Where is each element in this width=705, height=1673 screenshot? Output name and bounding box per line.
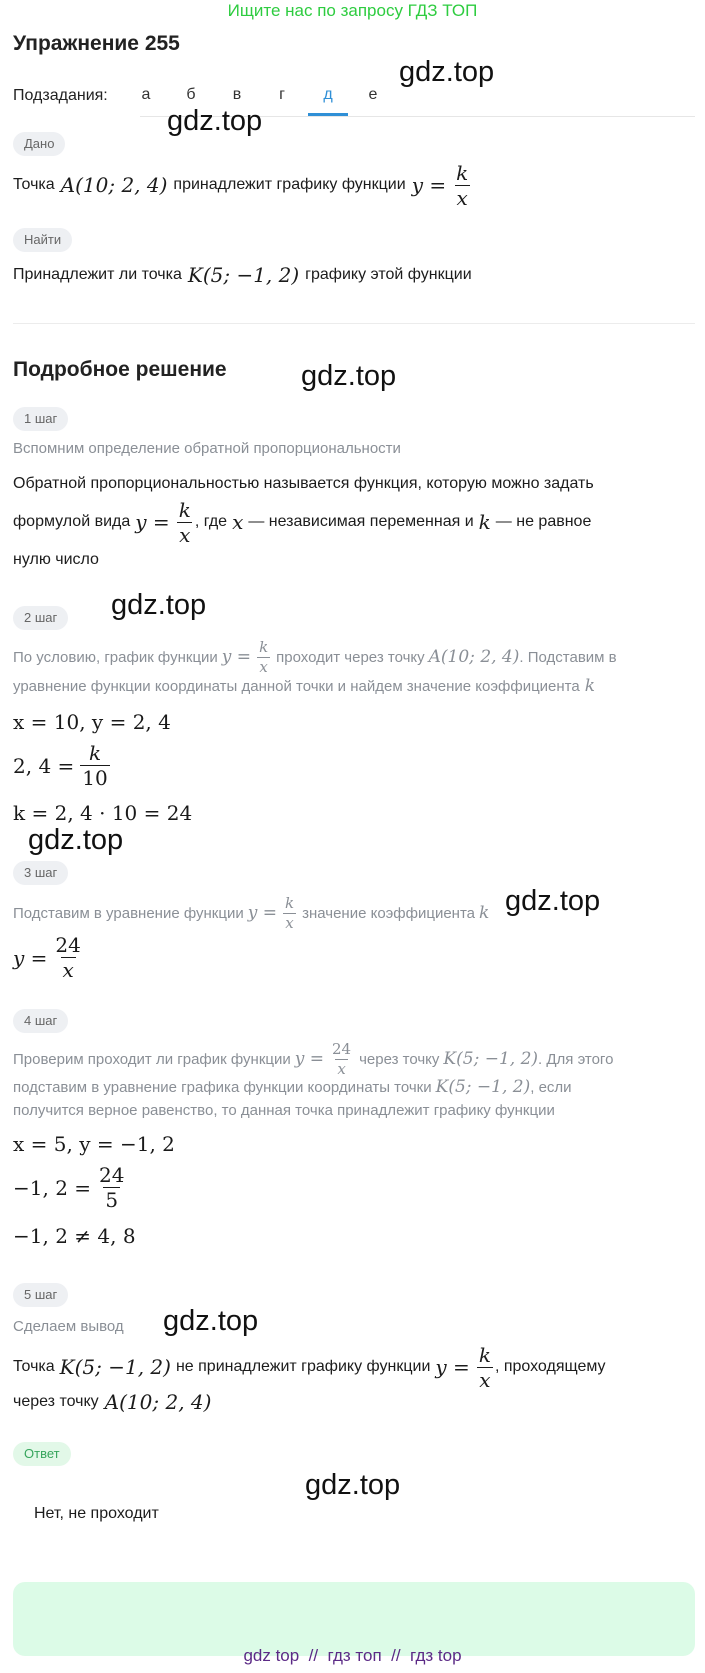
- fraction-k-over-x: $\frac{k}{x}$: [456, 160, 469, 210]
- given-text: Точка A(10; 2, 4) принадлежит графику функции y = $\frac{k}{x}$: [13, 160, 469, 210]
- step-3-eq: y = $\frac{24}{x}$: [13, 933, 81, 982]
- step-1-hint: Вспомним определение обратной пропорциональности: [13, 440, 401, 457]
- step-4-eq-1: x = 5, y = −1, 2: [13, 1132, 175, 1156]
- step-3-hint: Подставим в уравнение функции y = $\frac{k}{x}$ значение коэффициента k: [13, 894, 490, 932]
- step-1-chip: 1 шаг: [13, 407, 68, 431]
- step-2-eq-1: x = 10, y = 2, 4: [13, 710, 171, 734]
- tab-a[interactable]: а: [141, 86, 151, 103]
- step-2-hint-2: уравнение функции координаты данной точки и найдем значение коэффициента k: [13, 676, 596, 696]
- step-4-hint-1: Проверим проходит ли график функции y = $\frac{24}{x}$ через точку K(5; −1, 2) . Для этого: [13, 1040, 614, 1078]
- tab-d[interactable]: д: [308, 86, 348, 116]
- tab-v[interactable]: в: [232, 86, 242, 103]
- solution-title: Подробное решение: [13, 358, 227, 381]
- tab-e[interactable]: е: [368, 86, 378, 103]
- step-2-chip: 2 шаг: [13, 606, 68, 630]
- answer-text: Нет, не проходит: [34, 1505, 159, 1522]
- step-4-hint-2: подставим в уравнение графика функции координаты точки K(5; −1, 2) , если: [13, 1077, 572, 1097]
- given-chip: Дано: [13, 132, 65, 156]
- watermark: gdz.top: [28, 824, 124, 856]
- step-1-line-1: Обратной пропорциональностью называется функция, которую можно задать: [13, 475, 594, 492]
- step-4-chip: 4 шаг: [13, 1009, 68, 1033]
- step-1-line-3: нулю число: [13, 551, 99, 568]
- watermark: gdz.top: [163, 1305, 259, 1337]
- point-a: A(10; 2, 4): [60, 173, 168, 197]
- watermark: gdz.top: [399, 56, 495, 88]
- step-2-eq-3: k = 2, 4 · 10 = 24: [13, 801, 193, 825]
- watermark: gdz.top: [305, 1469, 401, 1501]
- watermark: gdz.top: [301, 360, 397, 392]
- step-5-line-1: Точка K(5; −1, 2) не принадлежит графику функции y = $\frac{k}{x}$ , проходящему: [13, 1342, 606, 1392]
- step-4-eq-3: −1, 2 ≠ 4, 8: [13, 1224, 136, 1248]
- subtasks-label: Подзадания:: [13, 87, 108, 104]
- tab-b[interactable]: б: [186, 86, 196, 103]
- watermark: gdz.top: [505, 885, 601, 917]
- step-2-eq-2: 2, 4 = $\frac{k}{10}$: [13, 741, 108, 790]
- step-1-line-2: формулой вида y = $\frac{k}{x}$ , где x — независимая переменная и k — не равное: [13, 497, 592, 547]
- footer-links[interactable]: gdz top // гдз топ // гдз top: [243, 1646, 462, 1665]
- step-5-hint: Сделаем вывод: [13, 1318, 124, 1335]
- tab-g[interactable]: г: [279, 86, 285, 103]
- find-text: Принадлежит ли точка K(5; −1, 2) графику этой функции: [13, 263, 472, 287]
- step-5-chip: 5 шаг: [13, 1283, 68, 1307]
- answer-box: [13, 1582, 695, 1656]
- step-4-eq-2: −1, 2 = $\frac{24}{5}$: [13, 1163, 125, 1212]
- point-k: K(5; −1, 2): [187, 263, 300, 287]
- step-4-hint-3: получится верное равенство, то данная точка принадлежит графику функции: [13, 1102, 555, 1119]
- step-3-chip: 3 шаг: [13, 861, 68, 885]
- step-2-hint-1: По условию, график функции y = $\frac{k}{x}$ проходит через точку A(10; 2, 4) . Подставим в: [13, 638, 617, 676]
- page-title: Упражнение 255: [13, 32, 180, 55]
- promo-banner[interactable]: Ищите нас по запросу ГДЗ ТОП: [227, 1, 478, 20]
- step-5-line-2: через точку A(10; 2, 4): [13, 1390, 212, 1414]
- find-chip: Найти: [13, 228, 72, 252]
- watermark: gdz.top: [111, 589, 207, 621]
- divider: [13, 323, 695, 324]
- watermark: gdz.top: [167, 105, 263, 137]
- answer-chip: Ответ: [13, 1442, 71, 1466]
